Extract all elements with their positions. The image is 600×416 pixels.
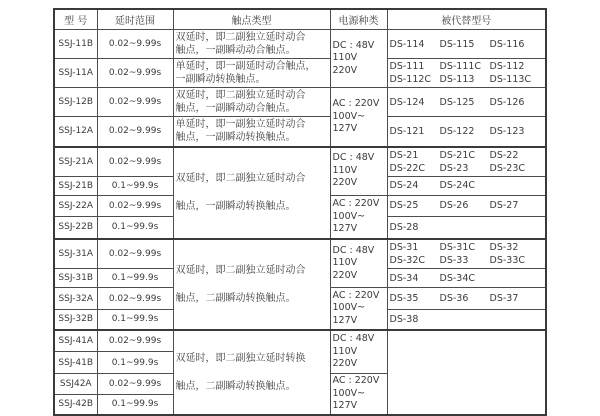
replaced-cell (387, 59, 546, 88)
replaced-model: DS-123 (489, 125, 525, 137)
contact-line: 一副瞬动转换触点。 (175, 74, 266, 85)
replaced-model: DS-38 (389, 313, 419, 325)
delay-cell: 0.02~9.99s (97, 59, 173, 88)
replaced-model: DS-23 (439, 162, 469, 174)
delay-cell: 0.02~9.99s (97, 239, 173, 269)
replaced-line (390, 38, 544, 51)
model-cell: SSJ-11A (54, 59, 97, 88)
contact-line: 触点，一副瞬动转换触点。 (175, 132, 296, 144)
model-cell: SSJ-22B (54, 216, 97, 239)
delay-cell: 0.02~9.99s (97, 195, 173, 216)
contact-cell (173, 30, 330, 59)
contact-line: 双延时，即二副独立延时动合 (175, 264, 306, 276)
power-cell (330, 374, 387, 415)
delay-cell: 0.1~99.9s (97, 352, 173, 374)
replaced-cell (387, 30, 546, 59)
replaced-model: DS-115 (439, 38, 475, 50)
model-cell: SSJ-32B (54, 310, 97, 330)
power-cell (330, 195, 387, 239)
replaced-line (390, 96, 544, 109)
replaced-cell (387, 239, 546, 269)
header-replaced: 被代替型号 (387, 9, 546, 30)
power-line: AC : 220V (332, 289, 380, 301)
replaced-model: DS-112 (489, 61, 525, 72)
header-model: 型 号 (54, 9, 97, 30)
model-cell: SSJ-21B (54, 176, 97, 195)
replaced-line (390, 272, 544, 285)
replaced-model: DS-35 (389, 293, 419, 304)
replaced-line (390, 292, 544, 305)
contact-cell (173, 330, 330, 415)
replaced-line (390, 199, 544, 212)
table-row (54, 147, 546, 177)
power-line: AC : 220V (332, 98, 380, 109)
replaced-cell (387, 310, 546, 330)
power-line: 220V (332, 358, 358, 369)
delay-cell: 0.1~99.9s (97, 310, 173, 330)
model-cell: SSJ-12B (54, 88, 97, 117)
delay-cell: 0.1~99.9s (97, 269, 173, 288)
contact-line: 双延时，即二副独立延时动合 (175, 32, 306, 43)
replaced-model: DS-37 (489, 293, 519, 304)
delay-cell: 0.1~99.9s (97, 394, 173, 415)
power-line: 127V (332, 400, 358, 411)
header-power: 电源种类 (330, 9, 387, 30)
replaced-model: DS-36 (439, 293, 469, 304)
power-cell (330, 239, 387, 288)
contact-line: 双延时，即二副独立延时转换 (175, 352, 306, 364)
replaced-line (390, 254, 544, 267)
replaced-line (390, 125, 544, 138)
delay-cell: 0.02~9.99s (97, 374, 173, 395)
contact-cell (173, 88, 330, 117)
replaced-cell (387, 195, 546, 216)
header-row (54, 9, 546, 30)
power-line: DC : 48V (332, 244, 375, 256)
power-line: 100V~ (332, 387, 366, 399)
replaced-model: DS-122 (439, 125, 475, 137)
table-row (54, 239, 546, 269)
power-line: 100V~ (332, 210, 366, 222)
power-line: 127V (332, 123, 358, 134)
power-cell (330, 288, 387, 330)
table-row (54, 59, 546, 88)
replaced-model: DS-31C (439, 242, 475, 253)
contact-line: 触点，一副瞬动动合触点。 (175, 103, 296, 114)
replaced-cell (387, 269, 546, 288)
power-line: 127V (332, 314, 358, 326)
contact-line: 触点，二副瞬动转换触点。 (175, 292, 296, 304)
replaced-model: DS-111C (439, 61, 482, 72)
contact-line: 单延时，即一副延时动合触点， (175, 61, 316, 72)
replaced-model: DS-125 (439, 96, 475, 108)
contact-line: 触点，二副瞬动转换触点。 (175, 380, 296, 392)
model-cell: SSJ-21A (54, 147, 97, 177)
table-row (54, 30, 546, 59)
replaced-model: DS-33C (489, 255, 525, 266)
replaced-cell (387, 147, 546, 177)
model-cell: SSJ-41A (54, 330, 97, 352)
power-line: 110V (332, 52, 358, 64)
model-cell: SSJ-12A (54, 117, 97, 147)
replaced-line (390, 241, 544, 254)
power-line: AC : 220V (332, 375, 380, 386)
table-row (54, 117, 546, 147)
power-line: 220V (332, 64, 358, 76)
replaced-line (390, 313, 544, 326)
replaced-model: DS-22 (489, 149, 519, 161)
power-line: 110V (332, 257, 358, 269)
power-cell (330, 147, 387, 196)
replaced-cell (387, 288, 546, 310)
contact-cell (173, 239, 330, 330)
replaced-line (390, 60, 544, 73)
contact-cell (173, 147, 330, 240)
replaced-line (390, 221, 544, 234)
replaced-line (390, 179, 544, 192)
replaced-model: DS-22C (389, 162, 425, 174)
model-cell: SSJ-11B (54, 30, 97, 59)
replaced-model: DS-121 (389, 125, 425, 137)
replaced-model: DS-111 (389, 61, 425, 72)
delay-cell: 0.02~9.99s (97, 30, 173, 59)
model-cell: SSJ-42B (54, 394, 97, 415)
replaced-model: DS-24 (389, 180, 419, 191)
replaced-model: DS-24C (439, 180, 475, 191)
replaced-model: DS-25 (389, 200, 419, 211)
contact-line: 单延时，即一副独立延时动合 (175, 119, 306, 131)
replaced-model: DS-33 (439, 255, 469, 266)
model-cell: SSJ-32A (54, 288, 97, 310)
replaced-model: DS-113 (439, 74, 475, 85)
power-line: DC : 48V (332, 39, 375, 51)
replaced-cell (387, 176, 546, 195)
power-line: AC : 220V (332, 198, 380, 209)
power-line: 110V (332, 345, 358, 357)
power-line: 100V~ (332, 302, 366, 313)
replaced-model: DS-112C (389, 74, 432, 85)
replaced-model: DS-32 (489, 242, 519, 253)
power-cell (330, 30, 387, 88)
contact-line: 双延时，即二副独立延时动合 (175, 173, 306, 185)
contact-cell (173, 117, 330, 147)
delay-cell: 0.02~9.99s (97, 330, 173, 352)
header-contact: 触点类型 (173, 9, 330, 30)
contact-cell (173, 59, 330, 88)
model-cell: SSJ-22A (54, 195, 97, 216)
replaced-model: DS-34C (439, 272, 475, 284)
replaced-model: DS-32C (389, 255, 425, 266)
replaced-cell-empty (387, 330, 546, 415)
contact-line: 触点，一副瞬动动合触点。 (175, 45, 296, 56)
replaced-cell (387, 88, 546, 117)
replaced-model: DS-113C (489, 74, 532, 85)
replaced-line (390, 73, 544, 86)
table-row (54, 330, 546, 352)
power-line: 100V~ (332, 110, 366, 122)
model-cell: SSJ-31A (54, 239, 97, 269)
replaced-model: DS-114 (389, 38, 425, 50)
contact-line: 触点，一副瞬动转换触点。 (175, 201, 296, 213)
delay-cell: 0.02~9.99s (97, 147, 173, 177)
delay-cell: 0.02~9.99s (97, 88, 173, 117)
delay-cell: 0.02~9.99s (97, 288, 173, 310)
power-line: 127V (332, 223, 358, 234)
replaced-line (390, 162, 544, 175)
power-line: DC : 48V (332, 333, 375, 344)
replaced-model: DS-116 (489, 38, 525, 50)
model-cell: SSJ-31B (54, 269, 97, 288)
replaced-model: DS-31 (389, 242, 419, 253)
contact-line: 双延时，即二副独立延时动合 (175, 90, 306, 101)
power-cell (330, 88, 387, 147)
replaced-model: DS-28 (389, 221, 419, 233)
replaced-model: DS-126 (489, 96, 525, 108)
delay-cell: 0.1~99.9s (97, 176, 173, 195)
power-line: 110V (332, 164, 358, 176)
spec-table (53, 8, 547, 416)
model-cell: SSJ42A (54, 374, 97, 395)
table-row (54, 88, 546, 117)
delay-cell: 0.1~99.9s (97, 216, 173, 239)
replaced-model: DS-34 (389, 272, 419, 284)
header-delay: 延时范围 (97, 9, 173, 30)
replaced-model: DS-21C (439, 149, 475, 161)
replaced-model: DS-23C (489, 162, 525, 174)
power-line: 220V (332, 177, 358, 189)
replaced-model: DS-124 (389, 96, 425, 108)
replaced-model: DS-26 (439, 200, 469, 211)
model-cell: SSJ-41B (54, 352, 97, 374)
replaced-model: DS-21 (389, 149, 419, 161)
delay-cell: 0.02~9.99s (97, 117, 173, 147)
replaced-cell (387, 216, 546, 239)
replaced-model: DS-27 (489, 200, 519, 211)
power-cell (330, 330, 387, 374)
replaced-cell (387, 117, 546, 147)
replaced-line (390, 149, 544, 162)
power-line: 220V (332, 269, 358, 281)
power-line: DC : 48V (332, 152, 375, 164)
